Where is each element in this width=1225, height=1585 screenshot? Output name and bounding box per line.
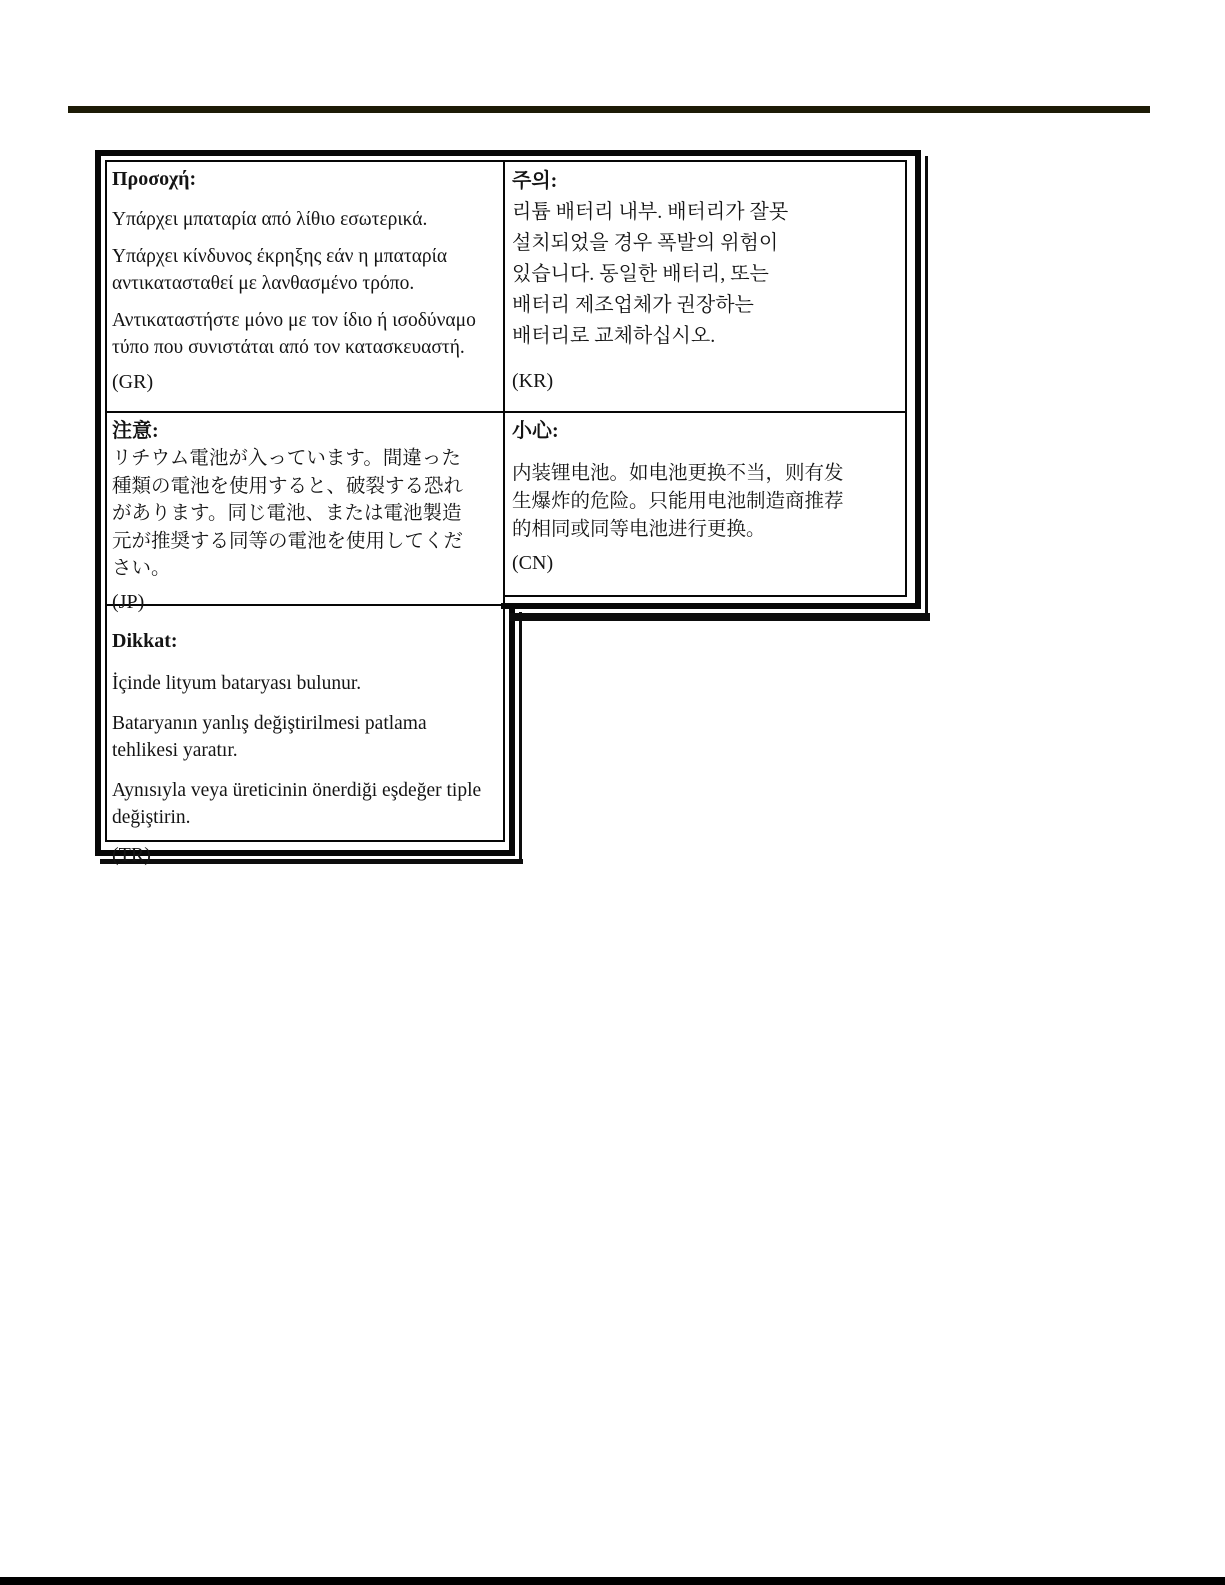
warning-title-turkish: Dikkat: (112, 630, 178, 652)
table-shadow-right (925, 156, 928, 613)
table-inner-line-top (105, 160, 907, 162)
text-line: Υπάρχει μπαταρία από λίθιο εσωτερικά. (112, 209, 428, 230)
warning-title-greek: Προσοχή: (112, 168, 197, 190)
table-shadow-tr-right (519, 612, 522, 860)
warning-body-greek (112, 206, 494, 361)
language-tag-gr: (GR) (112, 371, 154, 393)
text-line: Bataryanın yanlış değiştirilmesi patlama tehlikesi yaratır. (112, 713, 427, 761)
table-border-right-heavy (915, 150, 921, 609)
warning-title-korean: 주의: (512, 170, 558, 192)
warning-cell-japanese (112, 418, 498, 613)
warning-cell-greek (112, 166, 494, 406)
table-border-top-heavy (95, 150, 921, 156)
warning-cell-korean (512, 166, 900, 406)
warning-body-korean (512, 197, 900, 352)
text-line: Aynısıyla veya üreticinin önerdiği eşdeğer tiple değiştirin. (112, 780, 482, 828)
warning-title-japanese: 注意: (112, 420, 159, 442)
text-line: 生爆炸的危险。只能用电池制造商推荐 (512, 491, 844, 512)
text-line: リチウム電池が入っています。間違った (112, 448, 461, 469)
language-tag-tr: (TR) (112, 844, 151, 866)
header-rule (68, 106, 1150, 113)
text-line: さい。 (112, 558, 171, 579)
table-shadow-bottom-right (509, 613, 930, 621)
warning-title-chinese: 小心: (512, 420, 559, 442)
page-bottom-bar (0, 1577, 1225, 1585)
warning-body-japanese (112, 445, 498, 583)
table-row-divider-1 (105, 411, 907, 413)
warning-body-turkish (112, 670, 490, 831)
text-line: 的相同或同等电池进行更换。 (512, 519, 766, 540)
language-tag-cn: (CN) (512, 552, 554, 574)
text-line: İçinde lityum bataryası bulunur. (112, 673, 362, 694)
table-inner-line-left (105, 160, 107, 842)
table-inner-line-bottom-right (503, 595, 907, 597)
text-line: 있습니다. 동일한 배터리, 또는 (512, 263, 769, 285)
text-line: 배터리로 교체하십시오. (512, 325, 716, 347)
text-line: 리튬 배터리 내부. 배터리가 잘못 (512, 201, 789, 223)
warning-body-chinese (512, 460, 900, 544)
text-line: 種類の電池を使用すると、破裂する恐れ (112, 475, 464, 497)
table-tr-right-inner-line (503, 609, 505, 842)
text-line: Αντικαταστήστε μόνο με τον ίδιο ή ισοδύναμο τύπο που συνιστάται από τον κατασκευαστή. (112, 310, 476, 358)
warning-cell-chinese (512, 418, 900, 590)
text-line: 内装锂电池。如电池更换不当，则有发 (512, 463, 844, 484)
text-line: があります。同じ電池、または電池製造 (112, 503, 462, 524)
table-border-left-heavy (95, 150, 101, 856)
table-inner-line-right (905, 160, 907, 597)
text-line: 배터리 제조업체가 권장하는 (512, 294, 754, 316)
warning-cell-turkish (112, 614, 490, 866)
text-line: 설치되었을 경우 폭발의 위험이 (512, 232, 779, 254)
text-line: Υπάρχει κίνδυνος έκρηξης εάν η μπαταρία αντικατασταθεί με λανθασμένο τρόπο. (112, 246, 448, 294)
table-border-bottom-right-heavy (501, 603, 921, 609)
text-line: 元が推奨する同等の電池を使用してくだ (112, 530, 464, 552)
language-tag-jp: (JP) (112, 590, 145, 613)
table-border-tr-right-heavy (509, 603, 515, 856)
language-tag-kr: (KR) (512, 370, 554, 392)
table-column-divider (503, 160, 505, 603)
